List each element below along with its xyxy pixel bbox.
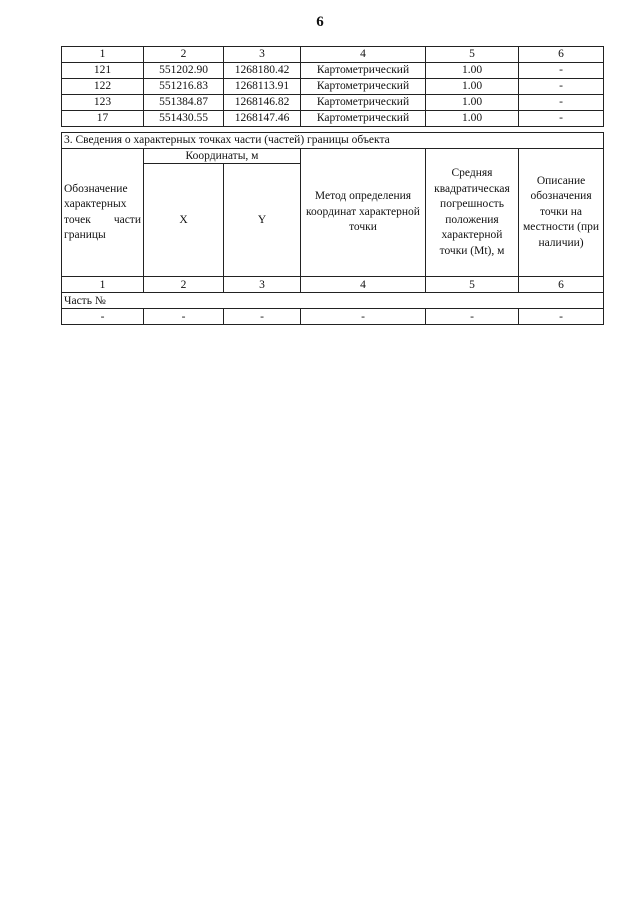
table-header-cell: 4 — [301, 47, 426, 63]
x-header: X — [144, 164, 224, 277]
section-title: 3. Сведения о характерных точках части (частей) границы объекта — [62, 133, 604, 149]
coord-x-cell: 551430.55 — [144, 111, 224, 127]
description-cell: - — [519, 95, 604, 111]
method-cell: Картометрический — [301, 111, 426, 127]
coord-x-cell: 551216.83 — [144, 79, 224, 95]
column-number-cell: 2 — [144, 277, 224, 293]
coordinates-header: Координаты, м — [144, 149, 301, 164]
page-number: 6 — [316, 14, 324, 30]
description-cell: - — [519, 63, 604, 79]
part-label-row — [62, 293, 604, 309]
method-cell: Картометрический — [301, 95, 426, 111]
error-cell: 1.00 — [426, 95, 519, 111]
coord-y-cell: 1268147.46 — [224, 111, 301, 127]
table-header-cell: 3 — [224, 47, 301, 63]
table-row — [62, 63, 604, 79]
method-cell: Картометрический — [301, 63, 426, 79]
column-number-cell: 5 — [426, 277, 519, 293]
description-cell: - — [519, 111, 604, 127]
empty-cell: - — [426, 309, 519, 325]
part-label: Часть № — [62, 293, 604, 309]
coord-x-cell: 551202.90 — [144, 63, 224, 79]
method-cell: Картометрический — [301, 79, 426, 95]
part-points-table — [61, 132, 604, 325]
coord-x-cell: 551384.87 — [144, 95, 224, 111]
point-id-cell: 17 — [62, 111, 144, 127]
point-id-cell: 123 — [62, 95, 144, 111]
section-title-row — [62, 133, 604, 149]
table-row — [62, 309, 604, 325]
column-number-cell: 1 — [62, 277, 144, 293]
error-cell: 1.00 — [426, 79, 519, 95]
column-number-cell: 4 — [301, 277, 426, 293]
coord-y-cell: 1268180.42 — [224, 63, 301, 79]
point-designation-header: Обозначение характерных точек части границы — [62, 149, 144, 277]
empty-cell: - — [519, 309, 604, 325]
empty-cell: - — [144, 309, 224, 325]
table-row — [62, 95, 604, 111]
table-header-cell: 1 — [62, 47, 144, 63]
table-header-row — [62, 47, 604, 63]
error-cell: 1.00 — [426, 111, 519, 127]
table-row — [62, 111, 604, 127]
error-cell: 1.00 — [426, 63, 519, 79]
method-header: Метод определения координат характерной точки — [301, 149, 426, 277]
empty-cell: - — [224, 309, 301, 325]
empty-cell: - — [62, 309, 144, 325]
table-header-cell: 5 — [426, 47, 519, 63]
table-header-cell: 6 — [519, 47, 604, 63]
column-number-cell: 3 — [224, 277, 301, 293]
empty-cell: - — [301, 309, 426, 325]
table-header-cell: 2 — [144, 47, 224, 63]
coord-y-cell: 1268146.82 — [224, 95, 301, 111]
point-id-cell: 122 — [62, 79, 144, 95]
description-header: Описание обозначения точки на местности (при наличии) — [519, 149, 604, 277]
error-header: Средняя квадратическая погрешность положения характерной точки (Mt), м — [426, 149, 519, 277]
column-number-row — [62, 277, 604, 293]
coord-y-cell: 1268113.91 — [224, 79, 301, 95]
description-cell: - — [519, 79, 604, 95]
table-row — [62, 79, 604, 95]
table-header-row — [62, 149, 604, 164]
column-number-cell: 6 — [519, 277, 604, 293]
points-table — [61, 46, 604, 127]
y-header: Y — [224, 164, 301, 277]
point-id-cell: 121 — [62, 63, 144, 79]
